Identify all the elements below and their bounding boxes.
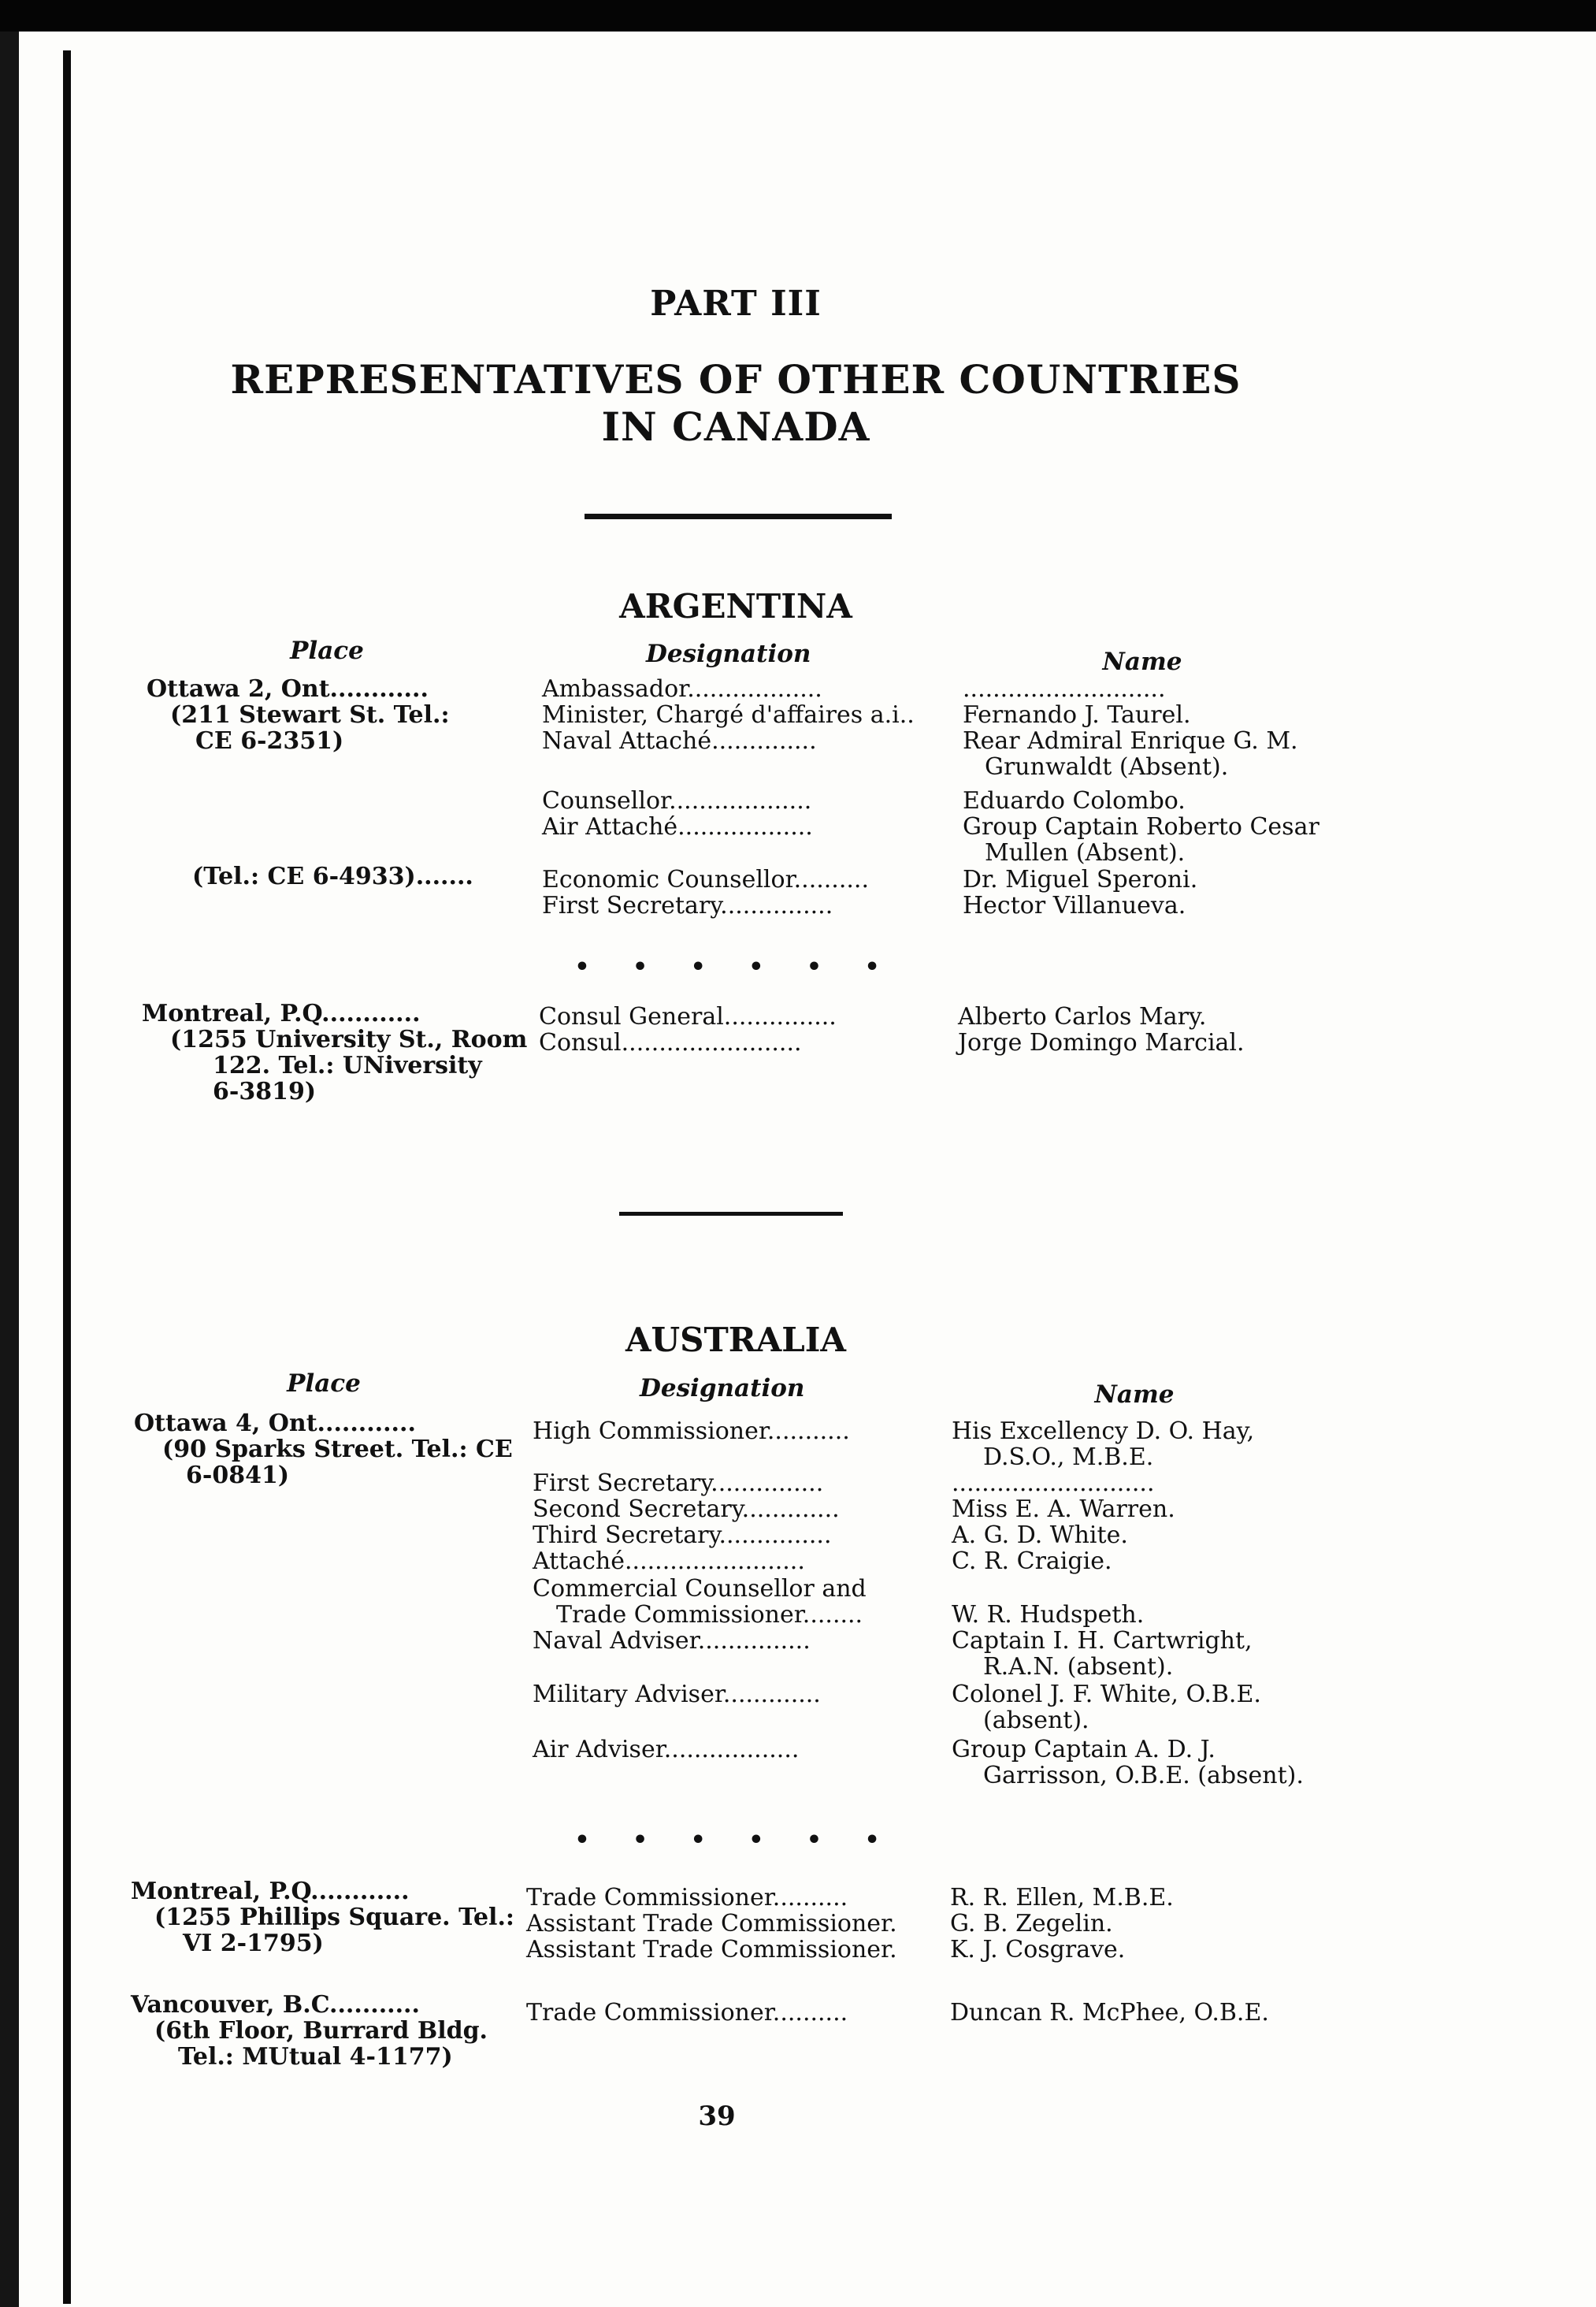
place-ottawa-au: Ottawa 4, Ont............ — [134, 1410, 416, 1437]
col-head-name: Name — [1102, 648, 1182, 676]
section-separator: • • • • • • — [574, 953, 897, 981]
col-head-place: Place — [290, 637, 364, 665]
name-cell: Eduardo Colombo. — [963, 787, 1186, 815]
country-heading-argentina: ARGENTINA — [619, 587, 852, 626]
designation-cell: Attaché........................ — [533, 1547, 805, 1575]
name-cell: His Excellency D. O. Hay, — [952, 1417, 1255, 1445]
name-cell: Captain I. H. Cartwright, — [952, 1627, 1253, 1655]
name-cell: Hector Villanueva. — [963, 892, 1186, 919]
place-address-line: CE 6-2351) — [195, 727, 344, 755]
designation-cell: Naval Adviser............... — [533, 1627, 811, 1655]
place-address-line: Tel.: MUtual 4-1177) — [178, 2043, 453, 2071]
name-cell: D.S.O., M.B.E. — [983, 1443, 1154, 1471]
designation-cell: Naval Attaché.............. — [542, 727, 817, 755]
name-cell: W. R. Hudspeth. — [952, 1601, 1145, 1629]
name-cell: R. R. Ellen, M.B.E. — [950, 1884, 1174, 1911]
col-head-name: Name — [1094, 1380, 1175, 1409]
designation-cell: Air Adviser.................. — [533, 1736, 800, 1763]
col-head-place: Place — [287, 1369, 361, 1398]
place-address-line: 6-0841) — [186, 1462, 290, 1489]
designation-cell: Ambassador.................. — [542, 675, 822, 703]
name-cell: (absent). — [983, 1707, 1089, 1734]
place-address-line: (90 Sparks Street. Tel.: CE — [162, 1436, 513, 1463]
page-number: 39 — [698, 2101, 736, 2132]
place-address-line: (211 Stewart St. Tel.: — [170, 701, 450, 729]
name-cell: K. J. Cosgrave. — [950, 1936, 1126, 1963]
name-cell: Mullen (Absent). — [985, 839, 1186, 867]
name-cell: Rear Admiral Enrique G. M. — [963, 727, 1298, 755]
place-montreal-ar: Montreal, P.Q............ — [142, 1000, 421, 1027]
designation-cell: First Secretary............... — [542, 892, 833, 919]
page-title-line2: IN CANADA — [601, 403, 870, 450]
designation-cell: Third Secretary............... — [533, 1521, 832, 1549]
place-address-line: (1255 University St., Room — [170, 1026, 528, 1053]
designation-cell: Economic Counsellor.......... — [542, 866, 869, 893]
part-heading: PART III — [650, 284, 822, 324]
name-cell: ........................... — [952, 1469, 1155, 1497]
designation-cell: High Commissioner........... — [533, 1417, 850, 1445]
designation-cell: Trade Commissioner........ — [556, 1601, 863, 1629]
section-separator: • • • • • • — [574, 1826, 897, 1854]
place-vancouver-au: Vancouver, B.C........... — [131, 1991, 420, 2019]
designation-cell: Commercial Counsellor and — [533, 1575, 867, 1603]
place-address-line: 6-3819) — [213, 1078, 317, 1105]
place-montreal-au: Montreal, P.Q............ — [131, 1878, 410, 1905]
country-heading-australia: AUSTRALIA — [625, 1321, 847, 1359]
col-head-designation: Designation — [640, 1374, 805, 1402]
name-cell: Jorge Domingo Marcial. — [958, 1029, 1245, 1057]
name-cell: Colonel J. F. White, O.B.E. — [952, 1681, 1261, 1708]
place-address-line: VI 2-1795) — [183, 1930, 324, 1957]
name-cell: A. G. D. White. — [952, 1521, 1128, 1549]
place-address-line: 122. Tel.: UNiversity — [213, 1052, 482, 1079]
scan-top-border — [0, 0, 1596, 32]
name-cell: Grunwaldt (Absent). — [985, 753, 1229, 781]
name-cell: Alberto Carlos Mary. — [958, 1003, 1207, 1031]
designation-cell: Minister, Chargé d'affaires a.i.. — [542, 701, 915, 729]
name-cell: ........................... — [963, 675, 1166, 703]
section-rule — [619, 1212, 843, 1216]
name-cell: Fernando J. Taurel. — [963, 701, 1191, 729]
col-head-designation: Designation — [646, 640, 811, 668]
place-address-line: (1255 Phillips Square. Tel.: — [154, 1904, 514, 1931]
name-cell: C. R. Craigie. — [952, 1547, 1112, 1575]
name-cell: Miss E. A. Warren. — [952, 1495, 1175, 1523]
designation-cell: Trade Commissioner.......... — [526, 1884, 848, 1911]
designation-cell: First Secretary............... — [533, 1469, 824, 1497]
name-cell: Duncan R. McPhee, O.B.E. — [950, 1999, 1269, 2027]
designation-cell: Second Secretary............. — [533, 1495, 840, 1523]
name-cell: Group Captain A. D. J. — [952, 1736, 1216, 1763]
designation-cell: Assistant Trade Commissioner. — [526, 1910, 897, 1937]
designation-cell: Consul General............... — [539, 1003, 837, 1031]
page-title-line1: REPRESENTATIVES OF OTHER COUNTRIES — [230, 356, 1242, 403]
designation-cell: Counsellor................... — [542, 787, 812, 815]
place-tel: (Tel.: CE 6-4933)....... — [192, 863, 473, 890]
name-cell: G. B. Zegelin. — [950, 1910, 1113, 1937]
designation-cell: Military Adviser............. — [533, 1681, 821, 1708]
designation-cell: Consul........................ — [539, 1029, 802, 1057]
designation-cell: Air Attaché.................. — [542, 813, 813, 841]
name-cell: Dr. Miguel Speroni. — [963, 866, 1198, 893]
designation-cell: Trade Commissioner.......... — [526, 1999, 848, 2027]
place-ottawa-ar: Ottawa 2, Ont............ — [147, 675, 429, 703]
title-rule — [585, 514, 892, 519]
place-address-line: (6th Floor, Burrard Bldg. — [154, 2017, 488, 2045]
designation-cell: Assistant Trade Commissioner. — [526, 1936, 897, 1963]
name-cell: Group Captain Roberto Cesar — [963, 813, 1319, 841]
name-cell: R.A.N. (absent). — [983, 1653, 1174, 1681]
name-cell: Garrisson, O.B.E. (absent). — [983, 1762, 1304, 1789]
